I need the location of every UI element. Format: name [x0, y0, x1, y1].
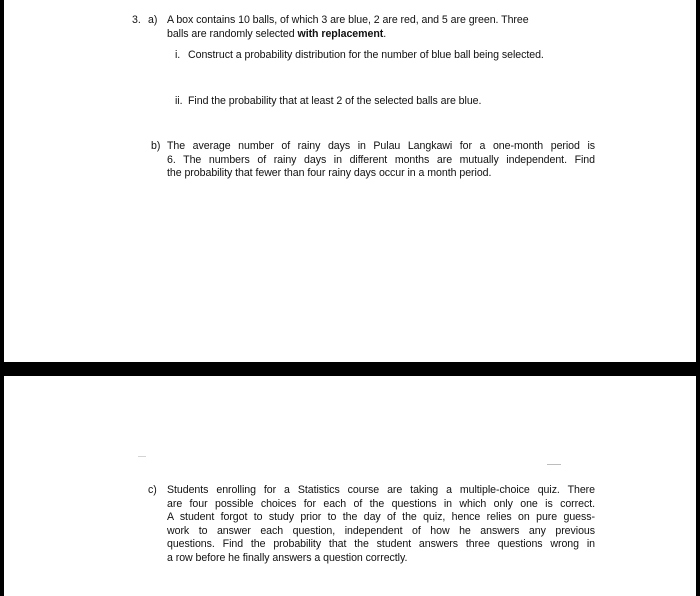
part-b-line-3: the probability that fewer than four rainy days occur in a month period.: [167, 167, 492, 180]
part-c-line-3: A student forgot to study prior to the day of the quiz, hence relies on pure guess-: [167, 511, 595, 524]
part-c-line-4: work to answer each question, independent of how he answers any previous: [167, 524, 595, 537]
part-a-text-line2-end: .: [383, 28, 387, 40]
part-a-text-line2-start: balls are randomly selected: [167, 28, 298, 40]
sub-ii-label: ii.: [175, 95, 183, 107]
part-c-line-6: a row before he finally answers a question correctly.: [167, 552, 408, 564]
question-3a-i: [175, 49, 595, 65]
question-page-top: [4, 0, 696, 362]
question-3c: [148, 484, 596, 570]
part-b-line-2: 6. The numbers of rainy days in different months are mutually independent. Find: [167, 153, 595, 166]
question-page-bottom: [4, 376, 696, 596]
question-number: 3.: [132, 14, 141, 26]
part-b-label: b): [151, 140, 161, 152]
question-3a-ii: [175, 95, 595, 111]
part-a-text-line2: [167, 28, 591, 42]
sub-i-text: Construct a probability distribution for the number of blue ball being selected.: [188, 49, 544, 61]
question-3b: [151, 140, 596, 184]
part-c-label: c): [148, 484, 157, 496]
part-c-line-5: questions. Find the probability that the student answers three questions wrong in: [167, 538, 595, 551]
part-a-text-line1: A box contains 10 balls, of which 3 are blue, 2 are red, and 5 are green. Three: [167, 14, 529, 26]
part-c-line-1: Students enrolling for a Statistics course are taking a multiple-choice quiz. There: [167, 484, 595, 496]
scan-smudge-right: [547, 464, 561, 465]
sub-ii-text: Find the probability that at least 2 of the selected balls are blue.: [188, 95, 482, 107]
part-c-line-2: are four possible choices for each of the questions in which only one is correct.: [167, 497, 595, 510]
sub-i-label: i.: [175, 49, 181, 61]
part-a-text-line2-bold: with replacement: [297, 28, 384, 40]
question-3a: [132, 14, 592, 44]
scan-smudge-left: [138, 456, 146, 457]
part-a-label: a): [148, 14, 158, 26]
part-b-line-1: The average number of rainy days in Pulau Langkawi for a one-month period is: [167, 140, 595, 152]
